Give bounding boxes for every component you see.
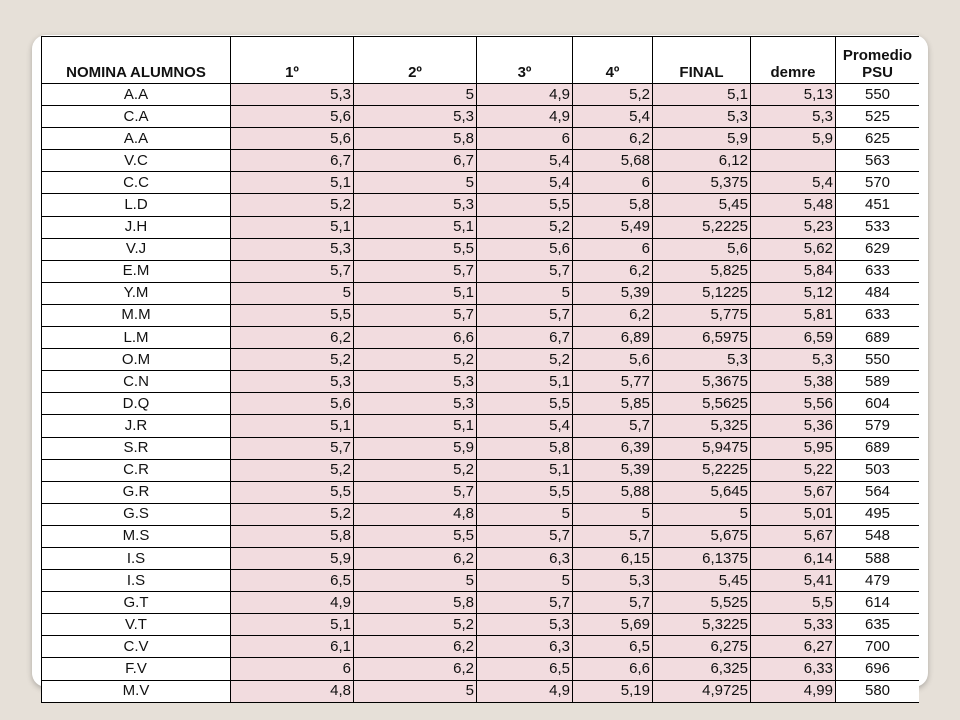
cell-name: I.S bbox=[42, 570, 231, 592]
cell-name: G.R bbox=[42, 481, 231, 503]
cell-grade-4: 5,49 bbox=[573, 216, 653, 238]
cell-psu: 588 bbox=[836, 547, 920, 569]
table-row bbox=[42, 260, 920, 282]
cell-name: C.A bbox=[42, 106, 231, 128]
cell-psu: 633 bbox=[836, 304, 920, 326]
cell-demre: 6,14 bbox=[751, 547, 836, 569]
cell-grade-4: 5,7 bbox=[573, 525, 653, 547]
cell-name: C.C bbox=[42, 172, 231, 194]
cell-grade-4: 5,77 bbox=[573, 371, 653, 393]
cell-psu: 700 bbox=[836, 636, 920, 658]
cell-grade-4: 6,6 bbox=[573, 658, 653, 680]
cell-grade-3: 6,3 bbox=[477, 547, 573, 569]
cell-name: M.M bbox=[42, 304, 231, 326]
cell-grade-1: 5,3 bbox=[231, 238, 354, 260]
cell-psu: 629 bbox=[836, 238, 920, 260]
cell-final: 5,2225 bbox=[653, 216, 751, 238]
cell-name: G.T bbox=[42, 592, 231, 614]
cell-psu: 696 bbox=[836, 658, 920, 680]
table-row bbox=[42, 238, 920, 260]
cell-demre: 5,9 bbox=[751, 128, 836, 150]
cell-grade-2: 6,6 bbox=[354, 327, 477, 349]
cell-demre: 5,62 bbox=[751, 238, 836, 260]
cell-name: L.M bbox=[42, 327, 231, 349]
header-psu-line2: PSU bbox=[862, 64, 893, 81]
cell-psu: 550 bbox=[836, 84, 920, 106]
table-row bbox=[42, 84, 920, 106]
cell-name: C.V bbox=[42, 636, 231, 658]
cell-grade-2: 5,1 bbox=[354, 282, 477, 304]
table-header-row bbox=[42, 37, 920, 84]
cell-demre: 5,01 bbox=[751, 503, 836, 525]
cell-grade-2: 5 bbox=[354, 172, 477, 194]
cell-psu: 635 bbox=[836, 614, 920, 636]
cell-psu: 533 bbox=[836, 216, 920, 238]
cell-psu: 503 bbox=[836, 459, 920, 481]
cell-grade-4: 5,4 bbox=[573, 106, 653, 128]
table-row bbox=[42, 592, 920, 614]
cell-grade-1: 5,3 bbox=[231, 84, 354, 106]
header-final: FINAL bbox=[653, 37, 751, 84]
cell-name: A.A bbox=[42, 128, 231, 150]
cell-demre: 5,84 bbox=[751, 260, 836, 282]
cell-name: J.H bbox=[42, 216, 231, 238]
cell-name: C.N bbox=[42, 371, 231, 393]
cell-grade-4: 5,7 bbox=[573, 592, 653, 614]
table-row bbox=[42, 481, 920, 503]
header-nomina-alumnos: NOMINA ALUMNOS bbox=[42, 37, 231, 84]
cell-grade-4: 6,15 bbox=[573, 547, 653, 569]
cell-final: 5,325 bbox=[653, 415, 751, 437]
cell-grade-3: 5 bbox=[477, 282, 573, 304]
cell-final: 5,525 bbox=[653, 592, 751, 614]
header-promedio-psu bbox=[836, 37, 920, 84]
cell-grade-1: 5,2 bbox=[231, 194, 354, 216]
cell-demre: 6,59 bbox=[751, 327, 836, 349]
cell-grade-3: 5,6 bbox=[477, 238, 573, 260]
cell-grade-2: 6,7 bbox=[354, 150, 477, 172]
cell-grade-3: 5,7 bbox=[477, 304, 573, 326]
cell-grade-3: 5,4 bbox=[477, 172, 573, 194]
cell-demre: 5,3 bbox=[751, 106, 836, 128]
table-body bbox=[42, 84, 920, 703]
cell-name: I.S bbox=[42, 547, 231, 569]
cell-grade-4: 5,68 bbox=[573, 150, 653, 172]
cell-grade-4: 6 bbox=[573, 238, 653, 260]
cell-grade-2: 5 bbox=[354, 680, 477, 702]
cell-demre: 5,36 bbox=[751, 415, 836, 437]
table-row bbox=[42, 371, 920, 393]
cell-name: M.V bbox=[42, 680, 231, 702]
cell-grade-4: 6,39 bbox=[573, 437, 653, 459]
table-row bbox=[42, 106, 920, 128]
cell-grade-1: 5,1 bbox=[231, 415, 354, 437]
cell-psu: 604 bbox=[836, 393, 920, 415]
table-row bbox=[42, 459, 920, 481]
cell-demre: 5,41 bbox=[751, 570, 836, 592]
cell-grade-2: 5,3 bbox=[354, 194, 477, 216]
cell-grade-2: 5,7 bbox=[354, 304, 477, 326]
cell-final: 5,3 bbox=[653, 349, 751, 371]
cell-grade-3: 5,4 bbox=[477, 150, 573, 172]
cell-grade-3: 5,4 bbox=[477, 415, 573, 437]
header-4: 4º bbox=[573, 37, 653, 84]
cell-final: 5,3675 bbox=[653, 371, 751, 393]
cell-grade-2: 5 bbox=[354, 570, 477, 592]
cell-demre: 6,27 bbox=[751, 636, 836, 658]
cell-grade-1: 5,5 bbox=[231, 481, 354, 503]
cell-grade-3: 5,7 bbox=[477, 525, 573, 547]
cell-grade-1: 6,2 bbox=[231, 327, 354, 349]
table-row bbox=[42, 503, 920, 525]
cell-demre: 5,38 bbox=[751, 371, 836, 393]
cell-grade-4: 5,39 bbox=[573, 282, 653, 304]
cell-psu: 633 bbox=[836, 260, 920, 282]
cell-name: V.C bbox=[42, 150, 231, 172]
cell-grade-3: 5,8 bbox=[477, 437, 573, 459]
cell-grade-1: 4,8 bbox=[231, 680, 354, 702]
cell-demre: 5,95 bbox=[751, 437, 836, 459]
cell-name: D.Q bbox=[42, 393, 231, 415]
cell-grade-1: 4,9 bbox=[231, 592, 354, 614]
header-2: 2º bbox=[354, 37, 477, 84]
cell-grade-1: 6,7 bbox=[231, 150, 354, 172]
cell-final: 6,5975 bbox=[653, 327, 751, 349]
table-row bbox=[42, 570, 920, 592]
cell-grade-1: 5,5 bbox=[231, 304, 354, 326]
cell-final: 5,45 bbox=[653, 570, 751, 592]
cell-demre: 4,99 bbox=[751, 680, 836, 702]
cell-demre: 5,67 bbox=[751, 525, 836, 547]
cell-grade-3: 4,9 bbox=[477, 84, 573, 106]
cell-demre: 5,23 bbox=[751, 216, 836, 238]
cell-grade-2: 5,5 bbox=[354, 238, 477, 260]
table-row bbox=[42, 393, 920, 415]
cell-final: 5,45 bbox=[653, 194, 751, 216]
cell-grade-3: 5,1 bbox=[477, 459, 573, 481]
cell-grade-3: 4,9 bbox=[477, 106, 573, 128]
cell-grade-3: 5,7 bbox=[477, 260, 573, 282]
cell-final: 6,275 bbox=[653, 636, 751, 658]
cell-grade-4: 6,2 bbox=[573, 128, 653, 150]
table-row bbox=[42, 128, 920, 150]
cell-grade-1: 5,2 bbox=[231, 503, 354, 525]
cell-demre: 5,81 bbox=[751, 304, 836, 326]
cell-grade-3: 5 bbox=[477, 570, 573, 592]
cell-grade-3: 5,3 bbox=[477, 614, 573, 636]
cell-grade-1: 5,2 bbox=[231, 459, 354, 481]
cell-grade-4: 5,39 bbox=[573, 459, 653, 481]
cell-grade-4: 5,6 bbox=[573, 349, 653, 371]
cell-demre: 5,67 bbox=[751, 481, 836, 503]
cell-demre bbox=[751, 150, 836, 172]
cell-grade-2: 5,3 bbox=[354, 106, 477, 128]
table-row bbox=[42, 172, 920, 194]
cell-name: V.J bbox=[42, 238, 231, 260]
cell-grade-2: 4,8 bbox=[354, 503, 477, 525]
cell-final: 5,9475 bbox=[653, 437, 751, 459]
cell-grade-2: 5,5 bbox=[354, 525, 477, 547]
cell-grade-3: 5,1 bbox=[477, 371, 573, 393]
cell-psu: 580 bbox=[836, 680, 920, 702]
cell-name: A.A bbox=[42, 84, 231, 106]
table-row bbox=[42, 349, 920, 371]
cell-grade-4: 5,7 bbox=[573, 415, 653, 437]
cell-name: J.R bbox=[42, 415, 231, 437]
cell-grade-3: 5,2 bbox=[477, 349, 573, 371]
cell-psu: 625 bbox=[836, 128, 920, 150]
cell-grade-2: 5,7 bbox=[354, 260, 477, 282]
cell-final: 5,775 bbox=[653, 304, 751, 326]
cell-psu: 570 bbox=[836, 172, 920, 194]
cell-final: 4,9725 bbox=[653, 680, 751, 702]
cell-final: 5,3225 bbox=[653, 614, 751, 636]
cell-name: V.T bbox=[42, 614, 231, 636]
table-row bbox=[42, 415, 920, 437]
cell-demre: 5,4 bbox=[751, 172, 836, 194]
cell-psu: 484 bbox=[836, 282, 920, 304]
cell-grade-1: 5,1 bbox=[231, 216, 354, 238]
header-1: 1º bbox=[231, 37, 354, 84]
table-row bbox=[42, 680, 920, 702]
table-row bbox=[42, 547, 920, 569]
cell-grade-4: 6,89 bbox=[573, 327, 653, 349]
cell-name: C.R bbox=[42, 459, 231, 481]
cell-psu: 479 bbox=[836, 570, 920, 592]
cell-grade-2: 6,2 bbox=[354, 636, 477, 658]
cell-grade-1: 5,6 bbox=[231, 106, 354, 128]
cell-demre: 5,48 bbox=[751, 194, 836, 216]
table-row bbox=[42, 327, 920, 349]
cell-psu: 495 bbox=[836, 503, 920, 525]
cell-grade-3: 6 bbox=[477, 128, 573, 150]
cell-grade-1: 6,5 bbox=[231, 570, 354, 592]
cell-final: 5,5625 bbox=[653, 393, 751, 415]
cell-grade-4: 5,2 bbox=[573, 84, 653, 106]
cell-grade-3: 6,7 bbox=[477, 327, 573, 349]
cell-grade-2: 5,3 bbox=[354, 393, 477, 415]
cell-grade-2: 5,8 bbox=[354, 128, 477, 150]
cell-grade-1: 6,1 bbox=[231, 636, 354, 658]
cell-grade-4: 5,88 bbox=[573, 481, 653, 503]
cell-final: 5,675 bbox=[653, 525, 751, 547]
cell-grade-1: 5,3 bbox=[231, 371, 354, 393]
table-row bbox=[42, 614, 920, 636]
cell-grade-2: 5 bbox=[354, 84, 477, 106]
table-row bbox=[42, 636, 920, 658]
cell-demre: 5,3 bbox=[751, 349, 836, 371]
header-3: 3º bbox=[477, 37, 573, 84]
cell-final: 5,1 bbox=[653, 84, 751, 106]
cell-name: O.M bbox=[42, 349, 231, 371]
cell-final: 5,9 bbox=[653, 128, 751, 150]
cell-final: 5,3 bbox=[653, 106, 751, 128]
cell-psu: 563 bbox=[836, 150, 920, 172]
grades-table bbox=[41, 36, 919, 703]
cell-grade-1: 5,6 bbox=[231, 128, 354, 150]
cell-psu: 451 bbox=[836, 194, 920, 216]
table-row bbox=[42, 304, 920, 326]
cell-name: F.V bbox=[42, 658, 231, 680]
cell-name: G.S bbox=[42, 503, 231, 525]
cell-name: E.M bbox=[42, 260, 231, 282]
cell-grade-2: 6,2 bbox=[354, 547, 477, 569]
cell-psu: 579 bbox=[836, 415, 920, 437]
cell-grade-1: 5,1 bbox=[231, 172, 354, 194]
cell-psu: 689 bbox=[836, 327, 920, 349]
cell-grade-2: 5,7 bbox=[354, 481, 477, 503]
cell-demre: 5,56 bbox=[751, 393, 836, 415]
cell-final: 5 bbox=[653, 503, 751, 525]
cell-psu: 614 bbox=[836, 592, 920, 614]
cell-psu: 525 bbox=[836, 106, 920, 128]
cell-grade-2: 5,8 bbox=[354, 592, 477, 614]
cell-final: 5,2225 bbox=[653, 459, 751, 481]
cell-name: S.R bbox=[42, 437, 231, 459]
cell-demre: 5,5 bbox=[751, 592, 836, 614]
header-demre: demre bbox=[751, 37, 836, 84]
cell-grade-1: 5,6 bbox=[231, 393, 354, 415]
cell-demre: 5,22 bbox=[751, 459, 836, 481]
cell-grade-2: 5,2 bbox=[354, 459, 477, 481]
header-psu-line1: Promedio bbox=[842, 47, 913, 64]
cell-final: 5,645 bbox=[653, 481, 751, 503]
cell-grade-1: 6 bbox=[231, 658, 354, 680]
cell-demre: 5,33 bbox=[751, 614, 836, 636]
cell-grade-1: 5,7 bbox=[231, 437, 354, 459]
cell-grade-1: 5,2 bbox=[231, 349, 354, 371]
cell-final: 5,375 bbox=[653, 172, 751, 194]
cell-grade-4: 6 bbox=[573, 172, 653, 194]
cell-demre: 5,13 bbox=[751, 84, 836, 106]
cell-grade-4: 5,8 bbox=[573, 194, 653, 216]
cell-grade-4: 6,2 bbox=[573, 260, 653, 282]
cell-grade-1: 5,7 bbox=[231, 260, 354, 282]
cell-grade-1: 5 bbox=[231, 282, 354, 304]
cell-psu: 550 bbox=[836, 349, 920, 371]
cell-grade-3: 5,5 bbox=[477, 481, 573, 503]
grades-table-container bbox=[41, 36, 919, 720]
cell-grade-2: 5,2 bbox=[354, 349, 477, 371]
cell-demre: 5,12 bbox=[751, 282, 836, 304]
cell-name: Y.M bbox=[42, 282, 231, 304]
cell-grade-4: 5,69 bbox=[573, 614, 653, 636]
cell-final: 6,12 bbox=[653, 150, 751, 172]
cell-grade-2: 5,1 bbox=[354, 216, 477, 238]
table-row bbox=[42, 216, 920, 238]
cell-grade-3: 5,7 bbox=[477, 592, 573, 614]
cell-demre: 6,33 bbox=[751, 658, 836, 680]
cell-grade-4: 6,2 bbox=[573, 304, 653, 326]
cell-grade-3: 5 bbox=[477, 503, 573, 525]
cell-final: 5,825 bbox=[653, 260, 751, 282]
cell-grade-1: 5,1 bbox=[231, 614, 354, 636]
cell-grade-4: 6,5 bbox=[573, 636, 653, 658]
cell-final: 5,6 bbox=[653, 238, 751, 260]
cell-grade-4: 5,3 bbox=[573, 570, 653, 592]
cell-final: 5,1225 bbox=[653, 282, 751, 304]
table-row bbox=[42, 658, 920, 680]
cell-grade-3: 6,3 bbox=[477, 636, 573, 658]
cell-final: 6,325 bbox=[653, 658, 751, 680]
cell-grade-1: 5,9 bbox=[231, 547, 354, 569]
cell-psu: 589 bbox=[836, 371, 920, 393]
cell-grade-3: 4,9 bbox=[477, 680, 573, 702]
table-row bbox=[42, 437, 920, 459]
cell-psu: 548 bbox=[836, 525, 920, 547]
cell-name: L.D bbox=[42, 194, 231, 216]
cell-grade-2: 5,3 bbox=[354, 371, 477, 393]
cell-grade-3: 5,5 bbox=[477, 194, 573, 216]
cell-grade-3: 5,5 bbox=[477, 393, 573, 415]
cell-grade-3: 6,5 bbox=[477, 658, 573, 680]
cell-final: 6,1375 bbox=[653, 547, 751, 569]
cell-grade-3: 5,2 bbox=[477, 216, 573, 238]
table-row bbox=[42, 150, 920, 172]
table-row bbox=[42, 194, 920, 216]
cell-grade-4: 5 bbox=[573, 503, 653, 525]
cell-psu: 564 bbox=[836, 481, 920, 503]
cell-grade-2: 6,2 bbox=[354, 658, 477, 680]
cell-grade-2: 5,2 bbox=[354, 614, 477, 636]
cell-grade-1: 5,8 bbox=[231, 525, 354, 547]
cell-grade-2: 5,9 bbox=[354, 437, 477, 459]
cell-psu: 689 bbox=[836, 437, 920, 459]
cell-grade-4: 5,19 bbox=[573, 680, 653, 702]
cell-name: M.S bbox=[42, 525, 231, 547]
cell-grade-2: 5,1 bbox=[354, 415, 477, 437]
table-row bbox=[42, 282, 920, 304]
cell-grade-4: 5,85 bbox=[573, 393, 653, 415]
table-row bbox=[42, 525, 920, 547]
